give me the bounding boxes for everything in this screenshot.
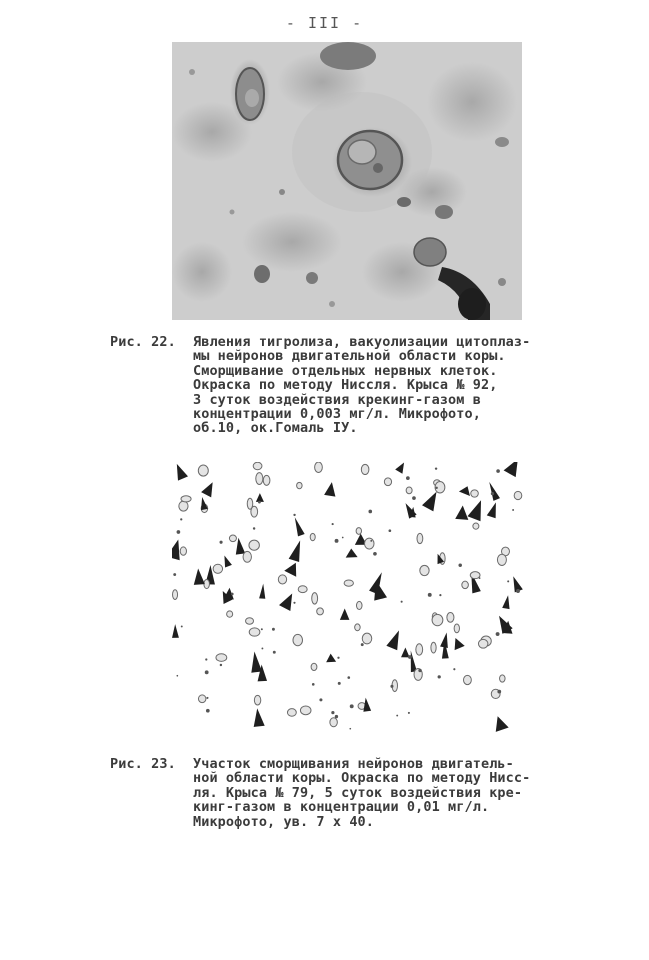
caption-line: Сморщивание отдельных нервных клеток. [193,362,498,379]
cell-nucleus [514,491,522,499]
stain-speck [220,541,223,544]
caption-line: Участок сморщивания нейронов двигатель- [193,756,514,772]
caption-line: мы нейронов двигательной области коры. [193,348,506,365]
cell-nucleus [356,601,362,609]
stain-speck [338,682,341,685]
stain-speck [261,628,263,630]
stain-speck [453,668,455,670]
cell-nucleus [180,547,186,555]
stain-speck [176,675,178,677]
stain-speck [435,487,437,489]
cell-nucleus [432,614,443,625]
micrograph-figure-23 [172,462,524,734]
caption-line: Явления тигролиза, вакуолизации цитоплаз- [193,334,531,350]
cell-nucleus [447,612,454,622]
stain-speck [412,496,416,500]
cell-nucleus [300,706,311,715]
stain-speck [293,602,295,604]
cell-nucleus [263,475,270,485]
stain-speck [408,712,410,714]
cell-nucleus [198,465,208,476]
cell-nucleus [298,586,307,593]
cell-nucleus [361,464,369,474]
stain-speck [319,698,322,701]
cell-nucleus [293,634,303,645]
stain-speck [496,469,500,473]
figure-22-label: Рис. 22. [110,334,176,350]
stain-speck [418,669,421,672]
caption-line: 3 суток воздействия крекинг-газом в [193,391,481,408]
cell-nucleus [256,473,263,485]
stain-speck [368,510,372,514]
figure-23-label: Рис. 23. [110,756,176,772]
stain-speck [206,697,208,699]
caption-line: ной области коры. Окраска по методу Нисс- [193,770,531,787]
cell-nucleus [246,618,254,625]
stain-speck [220,664,222,666]
cell-nucleus [497,554,506,565]
stain-speck [293,514,295,516]
stain-speck [428,593,432,597]
stain-speck [206,709,210,713]
cell-nucleus [406,487,412,494]
cell-nucleus [471,490,479,497]
cell-nucleus [315,462,323,472]
cell-nucleus [420,565,429,575]
cell-nucleus [478,639,487,648]
page-number: - III - [285,14,364,32]
cell-nucleus [317,608,324,615]
stain-speck [337,657,339,659]
caption-line: ля. Крыса № 79, 5 суток воздействия кре- [193,784,523,801]
stain-speck [253,527,255,529]
stain-speck [435,467,437,469]
cell-nucleus [330,718,337,727]
caption-line: об.10, ок.Гомаль IУ. [193,420,358,437]
figure-22-caption [110,335,570,445]
cell-nucleus [462,581,469,588]
cell-nucleus [179,501,188,511]
stain-speck [496,632,500,636]
cell-nucleus [216,654,227,662]
cell-nucleus [355,624,361,631]
stain-speck [258,501,261,504]
stain-speck [516,589,520,593]
stain-speck [177,530,181,534]
figure-23-caption [110,757,570,837]
cell-nucleus [362,633,372,644]
cell-nucleus [243,551,251,562]
cell-nucleus [310,533,315,540]
stain-speck [231,593,234,596]
stain-speck [512,509,514,511]
cell-nucleus [181,496,191,502]
cell-nucleus [249,540,259,550]
stain-speck [479,577,481,579]
cell-nucleus [198,695,205,703]
cell-nucleus [312,593,318,604]
stain-speck [347,676,350,679]
cell-nucleus [384,478,391,486]
cell-nucleus [287,709,296,717]
stain-speck [173,573,176,576]
stain-speck [342,537,344,539]
stain-speck [491,492,494,495]
stain-speck [373,552,377,556]
stain-speck [205,658,207,660]
stain-speck [332,523,334,525]
stain-speck [389,529,392,532]
cell-nucleus [229,535,236,542]
stain-speck [335,715,338,718]
stain-speck [272,628,275,631]
caption-line: Окраска по методу Ниссля. Крыса № 92, [193,377,498,394]
stain-speck [205,670,209,674]
stain-speck [349,728,351,730]
cell-nucleus [344,580,353,586]
cell-nucleus [297,482,302,488]
cell-nucleus [356,528,361,535]
cell-nucleus [311,663,317,670]
caption-line: Микрофото, ув. 7 х 40. [193,813,375,830]
cell-nucleus [416,644,423,655]
cell-nucleus [227,611,233,617]
stain-speck [390,685,393,688]
cell-nucleus [431,642,436,653]
cell-nucleus [173,590,178,600]
stain-speck [396,715,398,717]
cell-nucleus [253,462,262,469]
cell-nucleus [213,564,222,573]
stain-speck [507,580,509,582]
stain-speck [401,601,403,603]
micrograph-figure-22 [172,42,522,320]
stain-speck [273,651,276,654]
stain-speck [497,690,501,694]
stain-speck [361,643,364,646]
stain-speck [335,539,339,543]
cell-nucleus [500,675,506,682]
caption-line: кинг-газом в концентрации 0,01 мг/л. [193,799,490,816]
stain-speck [438,675,441,678]
stain-speck [370,540,372,542]
cell-nucleus [473,523,479,529]
stain-speck [439,594,441,596]
cell-nucleus [278,575,286,584]
stain-speck [331,711,334,714]
stain-speck [261,648,263,650]
cell-nucleus [249,628,260,636]
cell-nucleus [464,675,472,684]
stain-speck [406,476,410,480]
stain-speck [181,625,183,627]
cell-nucleus [417,533,423,543]
stain-speck [458,563,461,566]
stain-speck [312,683,315,686]
cell-nucleus [254,695,260,705]
cell-nucleus [247,498,252,509]
figure-23-caption-text [193,757,530,829]
stain-speck [408,655,412,659]
stain-speck [350,704,354,708]
cell-nucleus [365,538,375,549]
caption-line: концентрации 0,003 мг/л. Микрофото, [193,406,481,423]
stain-speck [180,518,182,520]
cell-nucleus [454,624,459,633]
cell-nucleus [470,572,480,579]
figure-22-caption-text [193,335,530,436]
